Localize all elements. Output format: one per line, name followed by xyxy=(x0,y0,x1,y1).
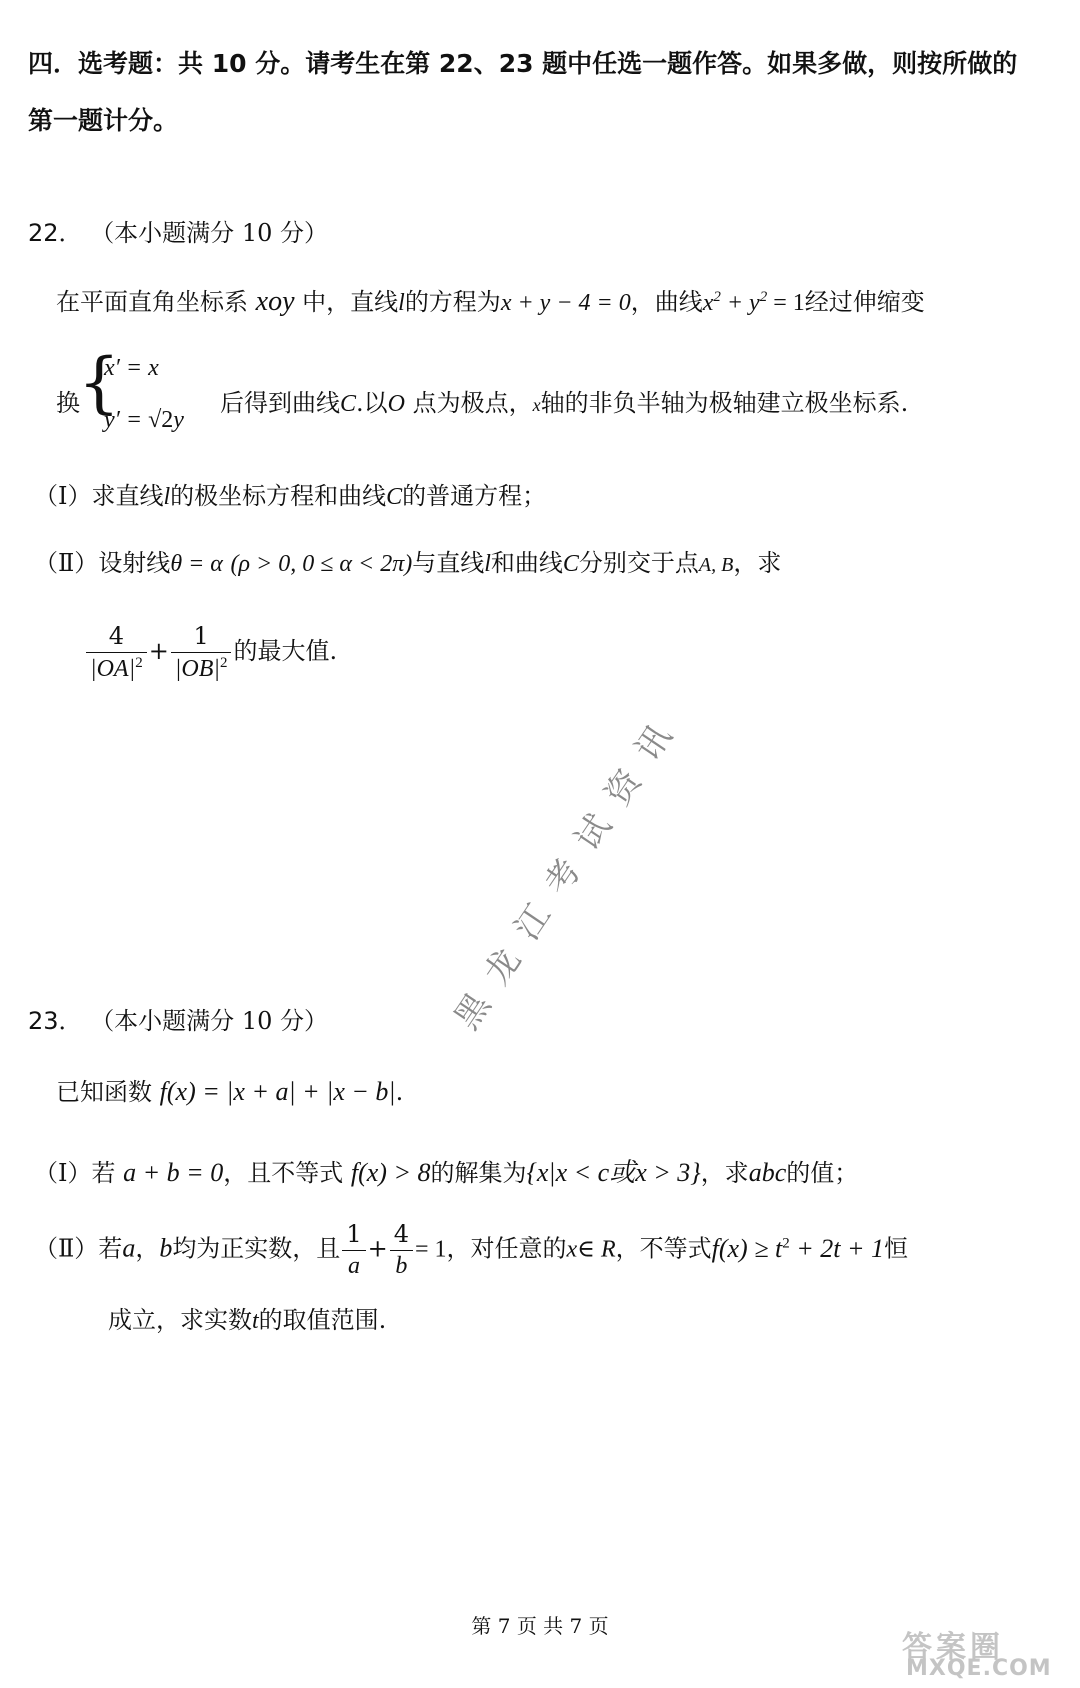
coord-system: xoy xyxy=(255,286,295,317)
text: ，求 xyxy=(733,549,782,577)
text: 均为正实数，且 xyxy=(172,1234,341,1263)
exponent: 2 xyxy=(219,655,228,671)
condition: a + b = 0 xyxy=(123,1158,224,1187)
text: 成立，求实数 xyxy=(108,1306,252,1334)
math: = 1 xyxy=(767,290,805,316)
sqrt-2: √2 xyxy=(148,407,174,433)
var-C: C xyxy=(386,484,403,510)
fraction-4-over-b xyxy=(390,1220,413,1280)
text: . xyxy=(395,1078,404,1106)
logo-text-top: 答案圈 xyxy=(902,1630,1004,1665)
q23-number: 23． xyxy=(28,1007,83,1035)
q22-part1 xyxy=(34,476,546,511)
text: 恒 xyxy=(884,1234,909,1263)
part-label: （Ⅱ） xyxy=(34,549,99,577)
q22-points: （本小题满分 10 分） xyxy=(90,219,328,247)
numerator: 1 xyxy=(342,1220,365,1251)
transform-eq1: x′ = x xyxy=(104,355,159,381)
var-l: l xyxy=(484,551,491,577)
plus-sign: + xyxy=(148,637,169,665)
part-label: （Ⅱ） xyxy=(34,1234,99,1263)
part-label: （Ⅰ） xyxy=(34,482,92,510)
var-C: C xyxy=(340,391,357,417)
curve-equation xyxy=(703,290,805,316)
text: 在平面直角坐标系 xyxy=(56,288,248,316)
fraction-4-over-OA xyxy=(86,622,147,683)
fraction-1-over-OB xyxy=(171,622,232,683)
solution-set: {x|x < c或x > 3} xyxy=(526,1158,701,1187)
text: 中，直线 xyxy=(302,288,399,316)
math: + y xyxy=(720,290,760,316)
equals-one: = 1 xyxy=(414,1236,447,1263)
q22-header xyxy=(28,213,328,248)
part-label: （Ⅰ） xyxy=(34,1159,92,1187)
var-l: l xyxy=(163,484,171,510)
text: 和曲线 xyxy=(490,549,563,577)
transform-eq2 xyxy=(104,407,184,434)
plus-sign: + xyxy=(367,1234,388,1263)
exponent: 2 xyxy=(135,655,143,671)
math: |OA| xyxy=(90,656,136,682)
points-AB: A, B xyxy=(698,554,734,576)
numerator: 4 xyxy=(390,1220,413,1251)
denominator: b xyxy=(395,1253,408,1279)
ray-condition: (ρ > 0, 0 ≤ α < 2π) xyxy=(230,551,413,577)
text: 已知函数 xyxy=(56,1078,152,1106)
text: 设射线 xyxy=(98,549,171,577)
q23-part2-cont xyxy=(108,1300,386,1335)
var-x: x xyxy=(532,395,541,415)
text: ，且不等式 xyxy=(223,1159,344,1187)
text: 的普通方程； xyxy=(402,482,547,510)
text: ，求 xyxy=(700,1159,749,1187)
text: 的极坐标方程和曲线 xyxy=(170,482,387,510)
math: y xyxy=(173,407,184,433)
inequality: f(x) > 8 xyxy=(350,1158,431,1187)
var-a: a xyxy=(122,1233,136,1263)
text: 与直线 xyxy=(412,549,485,577)
inequality xyxy=(712,1234,884,1263)
text: 轴的非负半轴为极轴建立极坐标系. xyxy=(540,389,909,417)
page-footer: 第 7 页 共 7 页 xyxy=(471,1614,609,1638)
math: x xyxy=(702,290,714,316)
text: 经过伸缩变 xyxy=(804,288,925,316)
line-equation: x + y − 4 = 0 xyxy=(500,290,631,316)
text: 后得到曲线 xyxy=(220,389,340,417)
q23-part2 xyxy=(34,1220,908,1280)
text: ，曲线 xyxy=(630,288,703,316)
denominator xyxy=(86,653,147,683)
site-logo xyxy=(892,1622,1072,1684)
text: ，不等式 xyxy=(615,1234,712,1263)
product-abc: abc xyxy=(748,1158,787,1187)
q22-number: 22． xyxy=(28,219,83,247)
q23-points: （本小题满分 10 分） xyxy=(90,1007,328,1035)
var-t: t xyxy=(252,1308,259,1334)
q23-header xyxy=(28,1001,328,1036)
text: 若 xyxy=(91,1159,116,1187)
function-definition: f(x) = |x + a| + |x − b| xyxy=(159,1077,396,1106)
math: f(x) ≥ t xyxy=(711,1233,783,1263)
text: 的最大值. xyxy=(233,637,338,665)
text: 点为极点， xyxy=(412,389,533,417)
text: 若 xyxy=(98,1234,123,1263)
text: 分别交于点 xyxy=(578,549,699,577)
logo-text-bottom: MXQE.COM xyxy=(906,1656,1052,1681)
watermark: 黑龙江考试资讯 xyxy=(446,701,692,1037)
text: 的取值范围. xyxy=(258,1306,387,1334)
denominator xyxy=(171,653,232,683)
var-l: l xyxy=(398,290,405,316)
ray-equation: θ = α xyxy=(170,551,223,577)
math: y′ = xyxy=(104,407,149,433)
numerator: 1 xyxy=(171,622,232,653)
transform-text xyxy=(220,383,908,418)
text: 的值； xyxy=(786,1159,859,1187)
numerator: 4 xyxy=(86,622,147,653)
math: + 2t + 1 xyxy=(789,1233,885,1263)
q23-part1 xyxy=(34,1152,858,1189)
x-in-R: x∈ R xyxy=(566,1236,616,1263)
transform-prefix: 换 xyxy=(56,389,80,417)
var-b: b xyxy=(159,1233,173,1263)
section-heading-line1: 四．选考题：共 10 分。请考生在第 22、23 题中任选一题作答。如果多做，则按所做的 xyxy=(28,49,1018,78)
q22-stem xyxy=(56,282,925,318)
var-C: C xyxy=(562,551,579,577)
exponent: 2 xyxy=(782,1234,790,1251)
fraction-1-over-a xyxy=(342,1220,365,1280)
text: 求直线 xyxy=(91,482,164,510)
q22-expression xyxy=(84,622,337,683)
text: ， xyxy=(135,1234,160,1263)
brace: { xyxy=(78,344,120,421)
exponent: 2 xyxy=(759,289,768,305)
q23-stem xyxy=(56,1072,403,1107)
text: ，对任意的 xyxy=(446,1234,567,1263)
text: 的方程为 xyxy=(404,288,501,316)
math: |OB| xyxy=(174,656,220,682)
text: .以 xyxy=(356,389,388,417)
q22-part2 xyxy=(34,543,781,578)
text: 的解集为 xyxy=(430,1159,527,1187)
var-O: O xyxy=(387,391,405,417)
section-heading-line2: 第一题计分。 xyxy=(28,106,179,135)
denominator: a xyxy=(347,1253,360,1279)
exponent: 2 xyxy=(713,289,721,305)
